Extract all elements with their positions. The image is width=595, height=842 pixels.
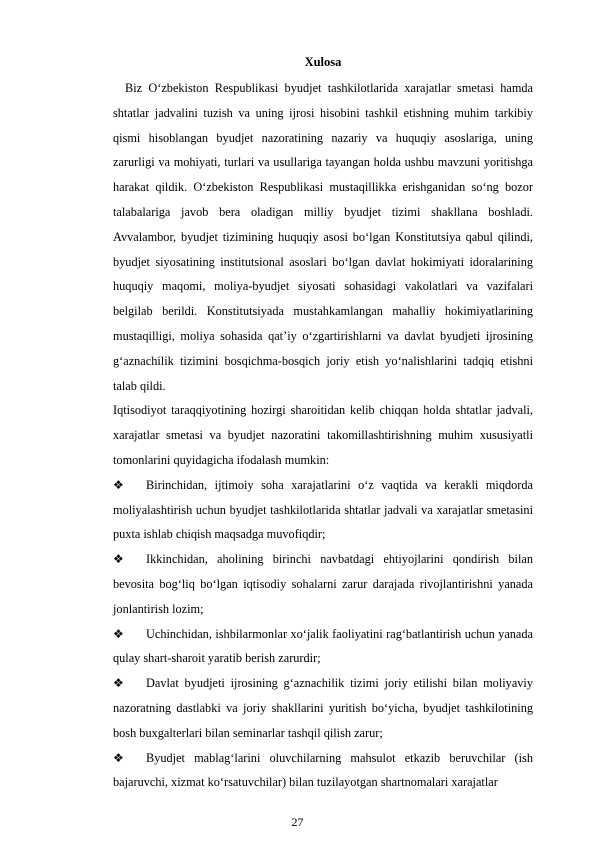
list-item (113, 547, 533, 621)
diamond-bullet-icon: ❖ (113, 477, 124, 492)
list-item (113, 746, 533, 796)
list-item (113, 671, 533, 745)
diamond-bullet-icon: ❖ (113, 676, 124, 691)
page-number: 27 (291, 815, 304, 829)
list-item-text: Ikkinchidan, aholining birinchi navbatdagi ehtiyojlarini qondirish bilan bevosita bog‘liq bo‘lgan iqtisodiy sohalarni zarur darajada rivojlantirishni yanada jonlantirish lozim; (113, 552, 533, 616)
diamond-bullet-icon: ❖ (113, 626, 124, 641)
paragraph-lead-in: Iqtisodiyot taraqqiyotining hozirgi sharoitidan kelib chiqqan holda shtatlar jadvali, xarajatlar smetasi va byudjet nazoratini takomillashtirishning muhim xususiyatli tomonlarini quyidagicha ifodalash mumkin: (113, 403, 533, 467)
list-item (113, 622, 533, 672)
list-item (113, 473, 533, 547)
diamond-bullet-icon: ❖ (113, 552, 124, 567)
paragraph-intro: Biz O‘zbekiston Respublikasi byudjet tashkilotlarida xarajatlar smetasi hamda shtatlar jadvalini tuzish va uning ijrosi hisobini tashkil etishning muhim tarkibiy qismi hisoblangan byudjet nazoratining nazariy va huquqiy asoslariga, uning zarurligi va mohiyati, turlari va usullariga tayangan holda ushbu mavzuni yoritishga harakat qildik. O‘zbekiston Respublikasi mustaqillikka erishganidan so‘ng bozor talabalariga javob bera oladigan milliy byudjet tizimi shakllana boshladi. Avvalambor, byudjet tizimining huquqiy asosi bo‘lgan Konstitutsiya qabul qilindi, byudjet siyosatining institutsional asoslari bo‘lgan davlat hokimiyati idoralarining huquqiy maqomi, moliya-byudjet siyosati sohasidagi vakolatlari va vazifalari belgilab berildi. Konstitutsiyada mustahkamlangan mahalliy hokimiyatlarining mustaqilligi, moliya sohasida qat’iy o‘zgartirishlarni va davlat byudjeti ijrosining g‘aznachilik tizimini bosqichma-bosqich joriy etish yo‘nalishlarini tadqiq etishni talab qildi. (113, 81, 533, 393)
list-item-text: Davlat byudjeti ijrosining g‘aznachilik tizimi joriy etilishi bilan moliyaviy nazoratning dastlabki va joriy shakllarini yuritish bo‘yicha, byudjet tashkilotining bosh buxgalterlari bilan seminarlar tashqil qilish zarur; (113, 676, 533, 740)
page-title: Xulosa (304, 55, 342, 69)
list-item-text: Byudjet mablag‘larini oluvchilarning mahsulot etkazib beruvchilar (ish bajaruvchi, xizmat ko‘rsatuvchilar) bilan tuzilayotgan shartnomalari xarajatlar (113, 750, 533, 790)
list-item-text: Birinchidan, ijtimoiy soha xarajatlarini o‘z vaqtida va kerakli miqdorda moliyalashtirish uchun byudjet tashkilotlarida shtatlar jadvali va xarajatlar smetasini puxta ishlab chiqish maqsadga muvofiqdir; (113, 477, 533, 542)
diamond-bullet-icon: ❖ (113, 750, 124, 765)
list-item-text: Uchinchidan, ishbilarmonlar xo‘jalik faoliyatini rag‘batlantirish uchun yanada qulay shart-sharoit yaratib berish zarurdir; (113, 626, 533, 666)
document-page (113, 54, 533, 795)
